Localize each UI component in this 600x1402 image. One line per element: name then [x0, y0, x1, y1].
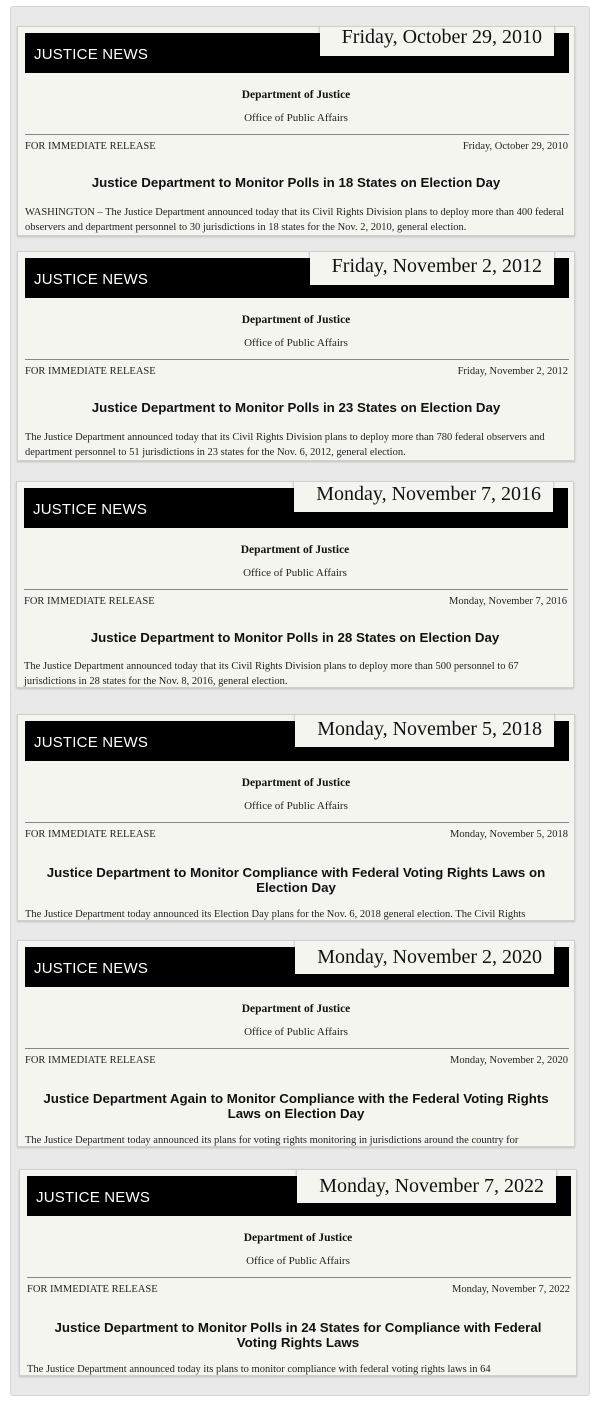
release-date: Monday, November 7, 2016: [448, 596, 567, 607]
divider: [25, 134, 569, 135]
banner-label: JUSTICE NEWS: [33, 501, 148, 518]
headline: Justice Department to Monitor Polls in 24 States for Compliance with Federal Voting Rights Laws: [54, 1320, 542, 1350]
office-name: Office of Public Affairs: [243, 567, 347, 579]
body-text: The Justice Department announced today that its Civil Rights Division plans to deploy more than 500 personnel to 67 jurisdictions in 28 states for the Nov. 8, 2016, general election.: [24, 661, 519, 687]
agency-name: Department of Justice: [241, 777, 351, 789]
date-overlay: Friday, November 2, 2012: [310, 251, 554, 285]
release-date: Friday, November 2, 2012: [457, 366, 568, 377]
banner-label: JUSTICE NEWS: [34, 960, 149, 977]
release-date: Monday, November 5, 2018: [449, 829, 568, 840]
headline: Justice Department Again to Monitor Compliance with the Federal Voting Rights Laws on Election Day: [43, 1091, 549, 1121]
date-overlay: Monday, November 7, 2016: [294, 481, 553, 512]
body-text: The Justice Department announced today that its Civil Rights Division plans to deploy more than 780 federal observers and department personnel to 51 jurisdictions in 23 states for the Nov. 6, 2012, general election.: [25, 432, 545, 458]
body-text: The Justice Department announced today its plans to monitor compliance with federal voting rights laws in 64: [27, 1364, 491, 1375]
body-text: The Justice Department today announced its Election Day plans for the Nov. 6, 2018 general election. The Civil Rights: [25, 909, 526, 920]
press-release-card-2022: [19, 1169, 577, 1376]
office-name: Office of Public Affairs: [246, 1255, 350, 1267]
agency-name: Department of Justice: [240, 544, 350, 556]
divider: [25, 1048, 569, 1049]
press-release-card-2020: [17, 940, 575, 1147]
banner-label: JUSTICE NEWS: [34, 46, 149, 63]
press-release-card-2016: [16, 481, 574, 688]
agency-name: Department of Justice: [241, 314, 351, 326]
headline: Justice Department to Monitor Polls in 28 States on Election Day: [90, 630, 500, 645]
banner-label: JUSTICE NEWS: [36, 1189, 151, 1206]
banner-label: JUSTICE NEWS: [34, 271, 149, 288]
office-name: Office of Public Affairs: [244, 337, 348, 349]
date-overlay: Monday, November 2, 2020: [295, 940, 554, 974]
release-label: FOR IMMEDIATE RELEASE: [25, 366, 156, 377]
headline: Justice Department to Monitor Compliance with Federal Voting Rights Laws on Election Day: [46, 865, 546, 895]
release-date: Monday, November 2, 2020: [449, 1055, 568, 1066]
press-release-card-2010: [17, 26, 575, 236]
banner-label: JUSTICE NEWS: [34, 734, 149, 751]
body-text: WASHINGTON – The Justice Department announced today that its Civil Rights Division plans to deploy more than 400 federal observers and department personnel to 30 jurisdictions in 18 states for the Nov. 2, 2010, general election.: [25, 207, 565, 233]
date-overlay: Monday, November 5, 2018: [295, 714, 554, 747]
divider: [27, 1277, 571, 1278]
release-label: FOR IMMEDIATE RELEASE: [25, 1055, 156, 1066]
headline: Justice Department to Monitor Polls in 23 States on Election Day: [91, 400, 501, 415]
agency-name: Department of Justice: [241, 89, 351, 101]
divider: [24, 589, 568, 590]
release-label: FOR IMMEDIATE RELEASE: [25, 141, 156, 152]
release-label: FOR IMMEDIATE RELEASE: [25, 829, 156, 840]
press-release-card-2018: [17, 714, 575, 921]
office-name: Office of Public Affairs: [244, 800, 348, 812]
press-release-card-2012: [17, 251, 575, 461]
release-date: Monday, November 7, 2022: [451, 1284, 570, 1295]
release-label: FOR IMMEDIATE RELEASE: [27, 1284, 158, 1295]
body-text: The Justice Department today announced its plans for voting rights monitoring in jurisdictions around the country for: [25, 1135, 519, 1146]
agency-name: Department of Justice: [243, 1232, 353, 1244]
date-overlay: Friday, October 29, 2010: [320, 26, 554, 56]
agency-name: Department of Justice: [241, 1003, 351, 1015]
divider: [25, 822, 569, 823]
date-overlay: Monday, November 7, 2022: [297, 1169, 556, 1203]
office-name: Office of Public Affairs: [244, 1026, 348, 1038]
release-label: FOR IMMEDIATE RELEASE: [24, 596, 155, 607]
release-date: Friday, October 29, 2010: [462, 141, 568, 152]
collage-frame: [10, 6, 590, 1396]
office-name: Office of Public Affairs: [244, 112, 348, 124]
divider: [25, 359, 569, 360]
headline: Justice Department to Monitor Polls in 18 States on Election Day: [91, 175, 501, 190]
